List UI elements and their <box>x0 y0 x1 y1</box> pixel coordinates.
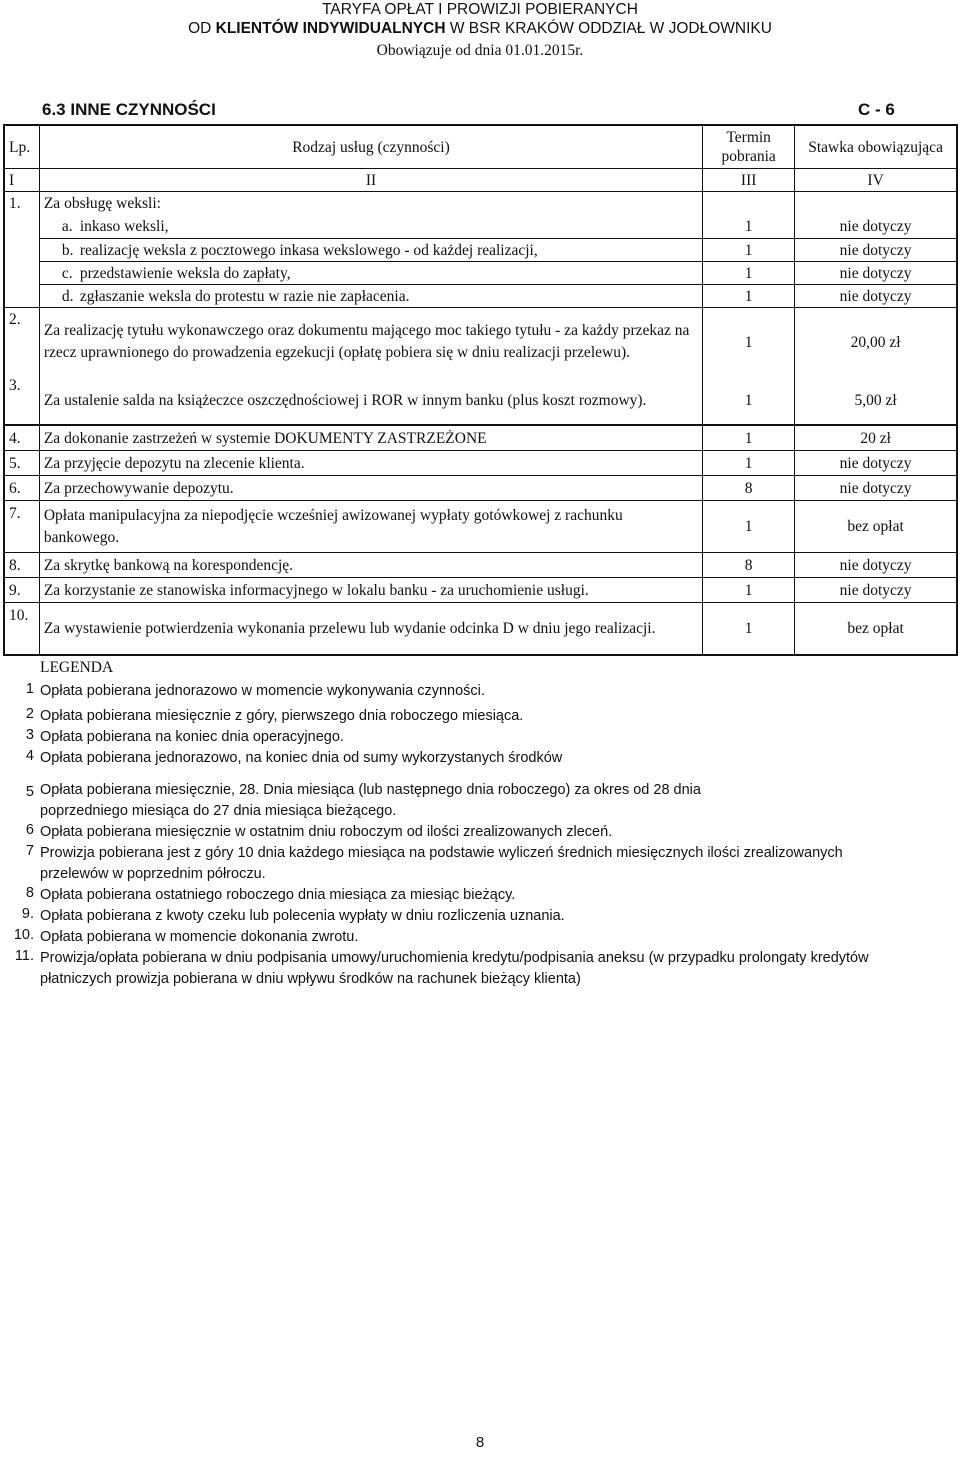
row-lp: 8. <box>4 553 39 578</box>
row-rate: 20,00 zł <box>795 308 957 377</box>
legend-num: 2 <box>25 706 34 722</box>
row-lp: 1. <box>4 192 39 215</box>
row-desc: Za dokonanie zastrzeżeń w systemie DOKUMENTY ZASTRZEŻONE <box>39 425 702 451</box>
row-desc <box>39 239 702 262</box>
row-term: 1 <box>703 578 795 603</box>
legend-num: 9. <box>21 906 34 922</box>
row-term: 1 <box>703 214 795 239</box>
table-row <box>4 578 957 603</box>
header-term <box>703 125 795 169</box>
table-row <box>4 308 957 377</box>
row-term: 8 <box>703 476 795 501</box>
row-term: 1 <box>703 501 795 553</box>
legend-text: Opłata pobierana jednorazowo w momencie wykonywania czynności. <box>40 683 485 699</box>
legend-text: Opłata pobierana miesięcznie z góry, pierwszego dnia roboczego miesiąca. <box>40 708 524 724</box>
roman-lp: I <box>4 169 39 192</box>
row-term: 8 <box>703 553 795 578</box>
legend-text: Opłata pobierana na koniec dnia operacyjnego. <box>40 729 344 745</box>
table-row <box>4 239 957 262</box>
table-row <box>4 476 957 501</box>
row-term <box>703 192 795 215</box>
header-rate: Stawka obowiązująca <box>808 138 943 156</box>
row-term: 1 <box>703 603 795 656</box>
row-desc <box>39 214 702 239</box>
legend-num: 6 <box>25 822 34 838</box>
legend-num: 10. <box>13 927 34 943</box>
table-row <box>4 553 957 578</box>
legend-text: Opłata pobierana z kwoty czeku lub polecenia wypłaty w dniu rozliczenia uznania. <box>40 908 565 924</box>
row-letter: c. <box>61 264 73 282</box>
page-number: 8 <box>475 1434 485 1451</box>
legend-num: 5 <box>25 784 34 800</box>
row-desc: Opłata manipulacyjna za niepodjęcie wcześniej awizowanej wypłaty gotówkowej z rachunku bankowego. <box>39 501 702 553</box>
legend-text: Opłata pobierana miesięcznie w ostatnim dniu roboczym od ilości zrealizowanych zleceń. <box>40 824 613 840</box>
section-code: C - 6 <box>858 100 895 119</box>
row-desc: Za korzystanie ze stanowiska informacyjnego w lokalu banku - za uruchomienie usługi. <box>39 578 702 603</box>
header-subtitle <box>0 20 960 38</box>
row-lp <box>4 239 39 262</box>
table-row <box>4 285 957 308</box>
row-rate: nie dotyczy <box>795 553 957 578</box>
row-term: 1 <box>703 308 795 377</box>
legend-num: 3 <box>25 727 34 743</box>
row-rate: nie dotyczy <box>795 451 957 476</box>
header-subtitle-prefix: OD <box>188 20 216 37</box>
row-desc <box>39 262 702 285</box>
row-lp: 4. <box>4 425 39 451</box>
row-desc: Za przyjęcie depozytu na zlecenie klienta. <box>39 451 702 476</box>
row-term: 1 <box>703 285 795 308</box>
row-lp <box>4 262 39 285</box>
row-desc: Za obsługę weksli: <box>39 192 702 215</box>
header-title: TARYFA OPŁAT I PROWIZJI POBIERANYCH <box>322 1 638 18</box>
table-row <box>4 262 957 285</box>
section-title: 6.3 INNE CZYNNOŚCI <box>42 100 216 119</box>
row-letter: d. <box>61 287 74 305</box>
legend-num: 4 <box>25 748 34 764</box>
row-lp <box>4 285 39 308</box>
roman-term: III <box>703 169 795 192</box>
row-desc: Za wystawienie potwierdzenia wykonania przelewu lub wydanie odcinka D w dniu jego realizacji. <box>39 603 702 656</box>
row-lp: 6. <box>4 476 39 501</box>
row-desc-text: przedstawienie weksla do zapłaty, <box>79 264 291 282</box>
row-letter: b. <box>61 241 74 259</box>
table-row <box>4 376 957 425</box>
roman-rate: IV <box>795 169 957 192</box>
legend-num: 7 <box>25 843 34 859</box>
table-header-row <box>4 125 957 169</box>
legend-title: LEGENDA <box>40 659 114 676</box>
legend-text: Prowizja pobierana jest z góry 10 dnia każdego miesiąca na podstawie wyliczeń średnich miesięcznych ilości zrealizowanych przelewów w poprzednim półroczu. <box>40 845 843 882</box>
row-desc: Za realizację tytułu wykonawczego oraz dokumentu mającego moc takiego tytułu - za każdy przekaz na rzecz uprawnionego do prowadzenia egzekucji (opłatę pobiera się w dniu realizacji przelewu). <box>39 308 702 377</box>
table-row <box>4 425 957 451</box>
row-desc: Za ustalenie salda na książeczce oszczędnościowej i ROR w innym banku (plus koszt rozmowy). <box>39 376 702 425</box>
row-rate: nie dotyczy <box>839 217 912 235</box>
row-term: 1 <box>703 262 795 285</box>
header-subtitle-suffix: W BSR KRAKÓW ODDZIAŁ W JODŁOWNIKU <box>445 20 772 37</box>
legend-text: Prowizja/opłata pobierana w dniu podpisania umowy/uruchomienia kredytu/podpisania aneksu (w przypadku prolongaty kredytów płatniczych prowizja pobierana w dniu wpływu środków na rachunek bieżący klienta) <box>40 950 869 987</box>
row-rate: 20 zł <box>795 425 957 451</box>
roman-row <box>4 169 957 192</box>
row-rate: nie dotyczy <box>795 262 957 285</box>
row-term: 1 <box>703 376 795 425</box>
row-lp: 5. <box>4 451 39 476</box>
table-row <box>4 501 957 553</box>
table-row <box>4 603 957 656</box>
legend-text: Opłata pobierana ostatniego roboczego dnia miesiąca za miesiąc bieżący. <box>40 887 516 903</box>
row-desc-text: realizację weksla z pocztowego inkasa wekslowego - od każdej realizacji, <box>79 241 538 259</box>
fee-table <box>3 124 958 656</box>
row-desc: Za skrytkę bankową na korespondencję. <box>39 553 702 578</box>
roman-desc: II <box>39 169 702 192</box>
legend-text: Opłata pobierana w momencie dokonania zwrotu. <box>40 929 359 945</box>
row-desc-text: inkaso weksli, <box>79 217 169 235</box>
row-term: 1 <box>703 239 795 262</box>
row-rate <box>795 192 957 215</box>
table-row <box>4 192 957 215</box>
header-term-line2: pobrania <box>721 148 776 165</box>
row-lp: 10. <box>4 603 39 656</box>
row-rate: nie dotyczy <box>795 285 957 308</box>
row-rate: nie dotyczy <box>795 476 957 501</box>
legend-text: Opłata pobierana miesięcznie, 28. Dnia miesiąca (lub następnego dnia roboczego) za okres od 28 dnia poprzedniego miesiąca do 27 dnia miesiąca bieżącego. <box>40 782 701 819</box>
row-term: 1 <box>703 451 795 476</box>
legend-text: Opłata pobierana jednorazowo, na koniec dnia od sumy wykorzystanych środków <box>40 750 563 766</box>
row-lp <box>4 214 39 239</box>
row-lp: 3. <box>4 376 39 425</box>
legend-num: 8 <box>25 885 34 901</box>
row-lp: 2. <box>4 308 39 377</box>
row-rate: bez opłat <box>795 501 957 553</box>
table-row <box>4 451 957 476</box>
header-term-line1: Termin <box>726 129 771 146</box>
row-lp: 9. <box>4 578 39 603</box>
row-desc-text: zgłaszanie weksla do protestu w razie nie zapłacenia. <box>79 287 410 305</box>
row-rate: nie dotyczy <box>795 239 957 262</box>
table-row <box>4 214 957 239</box>
header-lp: Lp. <box>4 125 39 169</box>
legend-num: 11. <box>14 948 34 964</box>
row-desc <box>39 285 702 308</box>
row-letter: a. <box>61 217 73 235</box>
header-subtitle-bold: KLIENTÓW INDYWIDUALNYCH <box>215 20 446 37</box>
row-term: 1 <box>703 425 795 451</box>
row-rate: bez opłat <box>795 603 957 656</box>
legend-num: 1 <box>25 681 34 697</box>
row-lp: 7. <box>4 501 39 553</box>
header-valid-from: Obowiązuje od dnia 01.01.2015r. <box>376 42 584 59</box>
row-rate: nie dotyczy <box>795 578 957 603</box>
row-rate: 5,00 zł <box>854 391 897 409</box>
row-desc: Za przechowywanie depozytu. <box>39 476 702 501</box>
header-desc: Rodzaj usług (czynności) <box>39 125 702 169</box>
